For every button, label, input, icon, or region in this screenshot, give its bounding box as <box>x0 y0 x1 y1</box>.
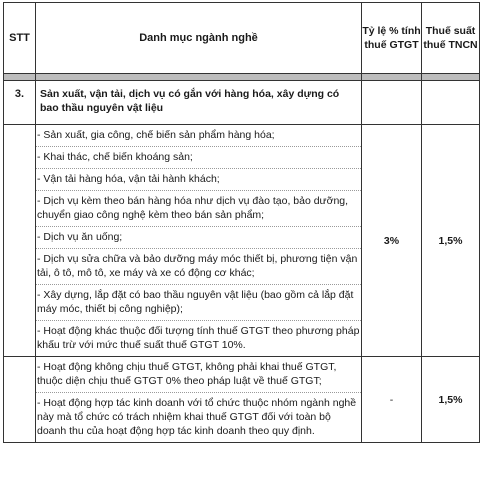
group1-items <box>36 125 362 357</box>
header-row <box>4 3 480 74</box>
list-item: - Hoạt động khác thuộc đối tượng tính thuế GTGT theo phương pháp khấu trừ với mức thuế suất thuế GTGT 10%. <box>37 325 360 351</box>
list-item: - Dịch vụ ăn uống; <box>36 227 361 249</box>
section-pit-empty <box>422 81 480 125</box>
section-vat-empty <box>362 81 422 125</box>
list-item: - Hoạt động hợp tác kinh doanh với tổ chức thuộc nhóm ngành nghề này mà tổ chức có trách nhiệm khai thuế GTGT đối với toàn bộ doanh thu của hoạt động hợp tác kinh doanh theo quy định. <box>37 397 357 437</box>
group2-items <box>36 357 362 443</box>
list-item: - Vận tải hàng hóa, vận tải hành khách; <box>36 169 361 191</box>
header-category: Danh mục ngành nghề <box>36 3 362 74</box>
header-vat-rate: Tỷ lệ % tính thuế GTGT <box>362 3 422 74</box>
group2-pit-rate: 1,5% <box>422 357 480 443</box>
group1-stt-empty <box>4 125 36 357</box>
group1-row <box>4 125 480 357</box>
section-title: Sản xuất, vận tải, dịch vụ có gắn với hàng hóa, xây dựng có bao thầu nguyên vật liệu <box>36 81 362 125</box>
list-item: - Dịch vụ kèm theo bán hàng hóa như dịch vụ đào tạo, bảo dưỡng, chuyển giao công nghệ kèm theo bán sản phẩm; <box>36 191 361 227</box>
tax-rate-table <box>3 2 480 443</box>
list-item: - Hoạt động không chịu thuế GTGT, không phải khai thuế GTGT, thuộc diện chịu thuế GTGT 0% theo pháp luật về thuế GTGT; <box>36 357 361 393</box>
separator-row <box>4 74 480 81</box>
list-item: - Xây dựng, lắp đặt có bao thầu nguyên vật liệu (bao gồm cả lắp đặt máy móc, thiết bị công nghiệp); <box>36 285 361 321</box>
list-item: - Dịch vụ sửa chữa và bảo dưỡng máy móc thiết bị, phương tiện vận tải, ô tô, mô tô, xe máy và xe có động cơ khác; <box>36 249 361 285</box>
group2-row <box>4 357 480 443</box>
group2-vat-rate: - <box>362 357 422 443</box>
group1-pit-rate: 1,5% <box>422 125 480 357</box>
group2-stt-empty <box>4 357 36 443</box>
list-item: - Sản xuất, gia công, chế biến sản phẩm hàng hóa; <box>36 125 361 147</box>
section-row <box>4 81 480 125</box>
section-number: 3. <box>4 81 36 125</box>
header-stt: STT <box>4 3 36 74</box>
document-page <box>3 2 479 478</box>
list-item: - Khai thác, chế biến khoáng sản; <box>36 147 361 169</box>
header-pit-rate: Thuế suất thuế TNCN <box>422 3 480 74</box>
group1-vat-rate: 3% <box>362 125 422 357</box>
